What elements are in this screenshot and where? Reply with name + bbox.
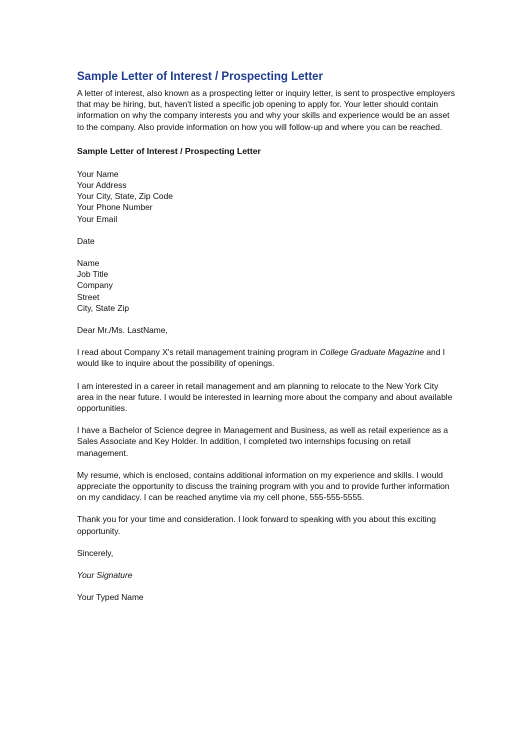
- body-paragraph-2: I am interested in a career in retail management and am planning to relocate to the New York City area in the near future. I would be interested in learning more about the company and about available opportunities.: [77, 380, 453, 414]
- typed-name: Your Typed Name: [77, 592, 144, 603]
- sender-email: Your Email: [77, 213, 118, 224]
- body-paragraph-1: [77, 347, 457, 369]
- sample-letter-heading: Sample Letter of Interest / Prospecting Letter: [77, 145, 261, 156]
- recipient-block: [77, 258, 457, 314]
- body-paragraph-5: Thank you for your time and consideration. I look forward to speaking with you about this exciting opportunity.: [77, 514, 436, 536]
- recipient-company: Company: [77, 280, 113, 291]
- body-paragraph-4: My resume, which is enclosed, contains additional information on my experience and skills. I would appreciate the opportunity to discuss the training program with you and to provide further information on my candidacy. I can be reached anytime via my cell phone, 555-555-5555.: [77, 469, 450, 503]
- body-paragraph-3: I have a Bachelor of Science degree in Management and Business, as well as retail experience as a Sales Associate and Key Holder. In addition, I completed two internships focusing on retail management.: [77, 425, 449, 458]
- magazine-title: College Graduate Magazine: [319, 347, 425, 358]
- signature: Your Signature: [77, 570, 133, 581]
- sender-address: Your Address: [77, 180, 127, 191]
- recipient-street: Street: [77, 291, 100, 302]
- sender-name: Your Name: [77, 168, 119, 179]
- salutation: Dear Mr./Ms. LastName,: [77, 325, 168, 336]
- letter-date: Date: [77, 235, 95, 246]
- recipient-city: City, State Zip: [77, 302, 129, 313]
- recipient-job-title: Job Title: [77, 269, 109, 280]
- page-title: Sample Letter of Interest / Prospecting Letter: [77, 71, 324, 83]
- para1-before: I read about Company X's retail management training program in: [77, 347, 320, 358]
- sender-phone: Your Phone Number: [77, 202, 153, 213]
- intro-paragraph: A letter of interest, also known as a prospecting letter or inquiry letter, is sent to prospective employers that may be hiring, but, haven't listed a specific job opening to apply for. Your letter should contain information on why the company interests you and why your skills and experience would be an asset to the company. Also provide information on how you will follow-up and where you can be reached.: [77, 88, 455, 132]
- closing: Sincerely,: [77, 547, 114, 558]
- recipient-name: Name: [77, 258, 100, 269]
- para1-after: and I would like to inquire about the possibility of openings.: [77, 347, 446, 369]
- sender-block: [77, 169, 457, 225]
- letter-page: [77, 70, 457, 604]
- sender-city: Your City, State, Zip Code: [77, 191, 173, 202]
